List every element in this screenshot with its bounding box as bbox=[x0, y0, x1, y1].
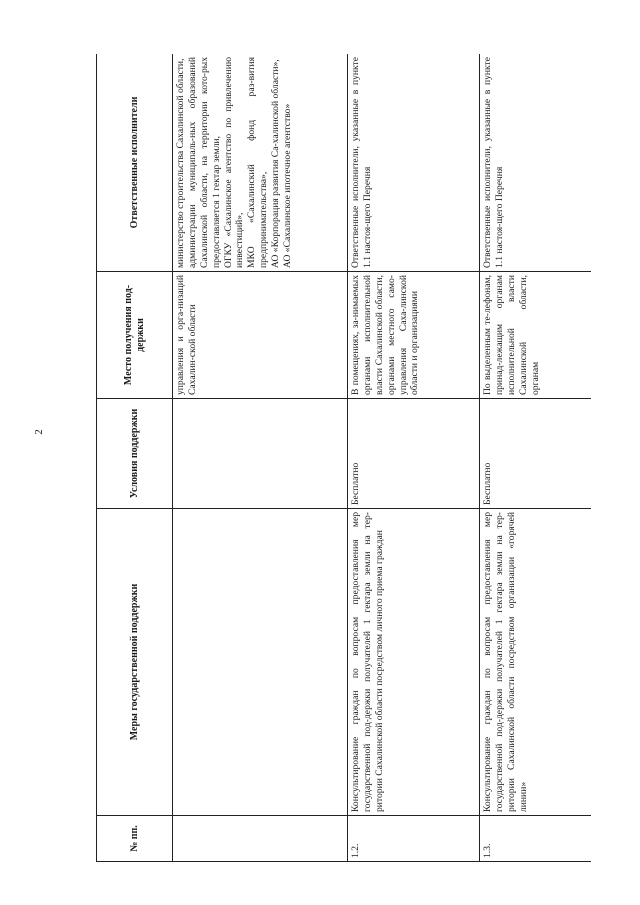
header-measures: Меры государственной поддержки bbox=[97, 509, 173, 816]
row1-measure bbox=[173, 509, 348, 816]
responsible-line: администрации муниципаль-ных образований Сахалинской области, на территории кото-рых предоставляется 1 гектар земли, bbox=[186, 57, 222, 268]
row3-place: По выделенным те-лефонам, принад-лежащим органам исполнительной власти Сахалинской области, органам bbox=[480, 272, 592, 399]
page-number: 2 bbox=[32, 429, 45, 435]
table-row bbox=[480, 54, 592, 862]
header-conditions: Условия поддержки bbox=[97, 399, 173, 509]
responsible-line: АО «Сахалинское ипотечное агентство» bbox=[282, 103, 294, 268]
document-table-area bbox=[96, 54, 591, 862]
row1-responsible bbox=[173, 54, 348, 272]
row2-num: 1.2. bbox=[348, 816, 480, 862]
row2-place: В помещениях, за-нимаемых органами исполнительной власти Сахалинской области, органами местного само-управления Саха-линской области и организациями bbox=[348, 272, 480, 399]
responsible-line: МКО «Сахалинский фонд раз-вития предпринимательства», bbox=[246, 57, 270, 268]
table-row bbox=[173, 54, 348, 862]
header-responsible: Ответственные исполнители bbox=[97, 54, 173, 272]
row2-condition: Бесплатно bbox=[348, 399, 480, 509]
row3-num: 1.3. bbox=[480, 816, 592, 862]
row2-responsible: Ответственные исполнители, указанные в пункте 1.1 настоя-щего Перечня bbox=[348, 54, 480, 272]
row2-measure: Консультирование граждан по вопросам предоставления мер государственной под-держки получателей 1 гектара земли на тер-ритории Сахалинской области посредством личного приема граждан bbox=[348, 509, 480, 816]
row1-condition bbox=[173, 399, 348, 509]
header-place: Место получения под-держки bbox=[97, 272, 173, 399]
row1-place: управления и орга-низаций Сахалин-ской области bbox=[173, 272, 348, 399]
support-measures-table bbox=[96, 54, 591, 862]
header-num: № пп. bbox=[97, 816, 173, 862]
row3-measure: Консультирование граждан по вопросам предоставления мер государственной под-держки получателей 1 гектара земли на тер-ритории Сахалинской области посредством организации «горячей линии» bbox=[480, 509, 592, 816]
responsible-line: министерство строительства Сахалинской области, bbox=[175, 58, 186, 268]
row3-condition: Бесплатно bbox=[480, 399, 592, 509]
responsible-line: АО «Корпорация развития Са-халинской области», bbox=[270, 59, 282, 268]
table-header-row bbox=[97, 54, 173, 862]
row1-num bbox=[173, 816, 348, 862]
responsible-line: ОГКУ «Сахалинское агентство по привлечению инвестиций», bbox=[222, 57, 246, 268]
row3-responsible: Ответственные исполнители, указанные в пункте 1.1 настоя-щего Перечня bbox=[480, 54, 592, 272]
rotated-table-wrapper bbox=[96, 54, 591, 862]
table-row bbox=[348, 54, 480, 862]
